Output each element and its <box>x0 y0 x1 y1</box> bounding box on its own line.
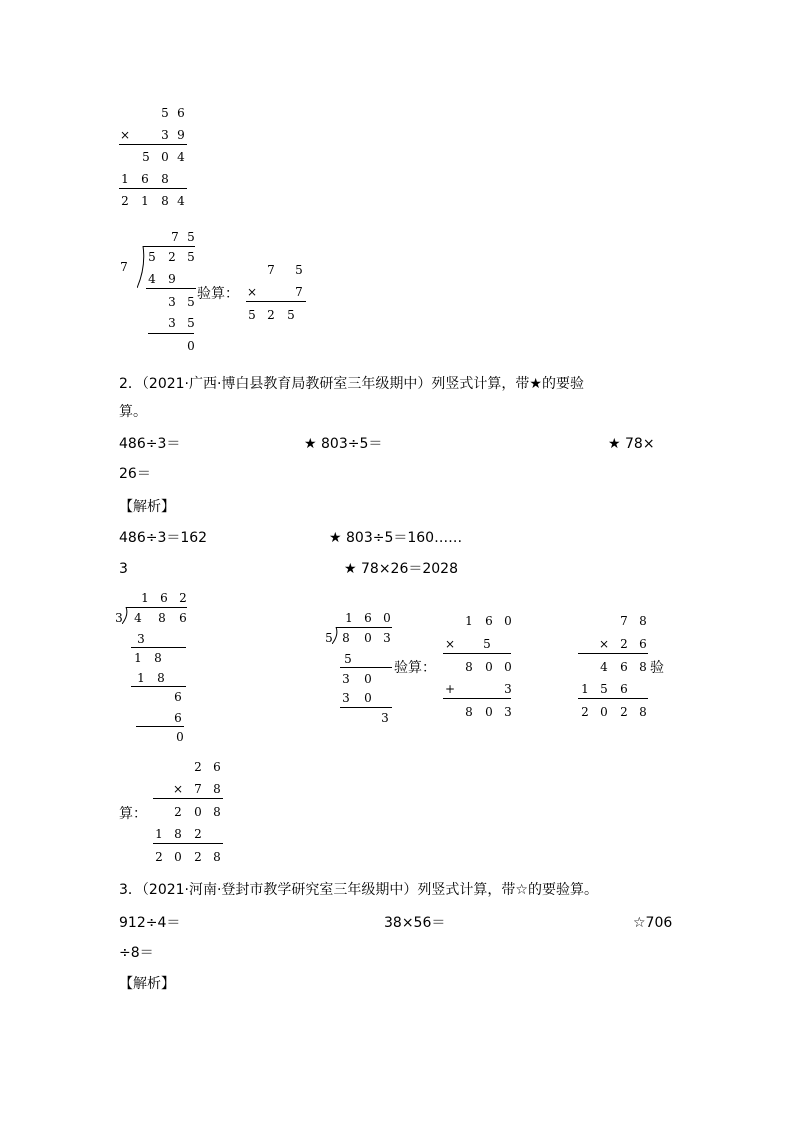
question-2-title-continued: 算。 <box>119 404 147 420</box>
digit: 0 <box>504 660 512 674</box>
digit: 2 <box>121 194 129 208</box>
digit: 3 <box>342 672 350 686</box>
digit: 5 <box>248 308 256 322</box>
digit: 6 <box>639 637 647 651</box>
digit: 9 <box>168 272 176 286</box>
check-label: 验算： <box>197 286 239 302</box>
question-3-title: 3．（2021·河南·登封市教学研究室三年级期中）列竖式计算，带☆的要验算。 <box>119 882 598 898</box>
digit: 0 <box>194 805 202 819</box>
digit: 8 <box>161 172 169 186</box>
digit: 2 <box>174 805 182 819</box>
dividend-digit: 0 <box>364 631 372 645</box>
digit: 3 <box>137 632 145 646</box>
rule-line <box>578 653 648 654</box>
answer-label: 【解析】 <box>119 499 175 515</box>
problem-78-times: ★ 78× <box>608 436 655 452</box>
dividend-digit: 5 <box>187 250 195 264</box>
digit: 1 <box>121 172 129 186</box>
rule-line <box>131 686 186 687</box>
plus-sign: + <box>444 682 456 696</box>
digit: 0 <box>187 339 195 353</box>
digit: 3 <box>381 711 389 725</box>
digit: 5 <box>600 682 608 696</box>
digit: 4 <box>177 194 185 208</box>
digit: 8 <box>213 782 221 796</box>
times-sign: × <box>444 637 456 651</box>
digit: 0 <box>161 150 169 164</box>
digit: 6 <box>141 172 149 186</box>
problem-38-times-56: 38×56＝ <box>384 915 446 931</box>
quotient-digit: 0 <box>383 611 391 625</box>
digit: 3 <box>168 295 176 309</box>
times-sign: × <box>119 128 131 142</box>
digit: 0 <box>364 672 372 686</box>
rule-line <box>443 653 511 654</box>
divisor: 7 <box>120 260 128 274</box>
rule-line <box>148 333 194 334</box>
digit: 0 <box>174 850 182 864</box>
digit: 5 <box>287 308 295 322</box>
digit: 9 <box>177 128 185 142</box>
digit: 6 <box>174 711 182 725</box>
rule-line <box>246 301 306 302</box>
problem-912-div-4: 912÷4＝ <box>119 915 181 931</box>
digit: 2 <box>155 850 163 864</box>
problem-continued: ÷8＝ <box>119 945 154 961</box>
answer-label: 【解析】 <box>119 976 175 992</box>
digit: 2 <box>620 705 628 719</box>
digit: 2 <box>194 850 202 864</box>
divisor: 5 <box>325 631 333 645</box>
dividend-digit: 6 <box>179 611 187 625</box>
verify-label-part1: 验 <box>650 660 664 676</box>
digit: 0 <box>485 705 493 719</box>
digit: 8 <box>174 827 182 841</box>
dividend-digit: 3 <box>383 631 391 645</box>
times-sign: × <box>246 285 258 299</box>
digit: 8 <box>465 660 473 674</box>
result-remainder: 3 <box>119 561 128 577</box>
digit: 6 <box>620 660 628 674</box>
dividend-digit: 8 <box>342 631 350 645</box>
digit: 0 <box>485 660 493 674</box>
digit: 5 <box>483 637 491 651</box>
dividend-digit: 4 <box>134 611 142 625</box>
quotient-digit: 5 <box>187 230 195 244</box>
digit: 2 <box>194 760 202 774</box>
verify-label-part2: 算： <box>119 806 147 822</box>
digit: 5 <box>344 652 352 666</box>
division-bar <box>143 246 195 247</box>
dividend-digit: 8 <box>158 611 166 625</box>
digit: 3 <box>504 682 512 696</box>
division-bar <box>126 607 187 608</box>
dividend-digit: 2 <box>168 250 176 264</box>
digit: 8 <box>161 194 169 208</box>
digit: 0 <box>600 705 608 719</box>
digit: 5 <box>161 106 169 120</box>
digit: 8 <box>154 651 162 665</box>
quotient-digit: 7 <box>171 230 179 244</box>
digit: 6 <box>213 760 221 774</box>
digit: 1 <box>155 827 163 841</box>
result-486-div-3: 486÷3＝162 <box>119 530 208 546</box>
check-label: 验算： <box>394 660 436 676</box>
problem-803-div-5: ★ 803÷5＝ <box>304 436 383 452</box>
digit: 1 <box>137 671 145 685</box>
times-sign: × <box>172 782 184 796</box>
digit: 8 <box>639 660 647 674</box>
digit: 6 <box>620 682 628 696</box>
dividend-digit: 5 <box>148 250 156 264</box>
quotient-digit: 2 <box>179 591 187 605</box>
rule-line <box>578 698 648 699</box>
quotient-digit: 1 <box>141 591 149 605</box>
digit: 2 <box>581 705 589 719</box>
rule-line <box>131 647 186 648</box>
digit: 3 <box>168 316 176 330</box>
result-78-times-26: ★ 78×26＝2028 <box>344 561 458 577</box>
digit: 7 <box>295 285 303 299</box>
digit: 0 <box>504 614 512 628</box>
digit: 3 <box>342 691 350 705</box>
quotient-digit: 6 <box>160 591 168 605</box>
rule-line <box>443 698 511 699</box>
digit: 8 <box>213 805 221 819</box>
digit: 8 <box>639 614 647 628</box>
quotient-digit: 6 <box>364 611 372 625</box>
quotient-digit: 1 <box>345 611 353 625</box>
digit: 4 <box>148 272 156 286</box>
digit: 7 <box>194 782 202 796</box>
digit: 4 <box>177 150 185 164</box>
rule-line <box>146 288 196 289</box>
digit: 1 <box>465 614 473 628</box>
digit: 3 <box>161 128 169 142</box>
digit: 7 <box>267 263 275 277</box>
digit: 5 <box>295 263 303 277</box>
digit: 2 <box>194 827 202 841</box>
digit: 1 <box>134 651 142 665</box>
digit: 0 <box>176 730 184 744</box>
digit: 5 <box>187 295 195 309</box>
digit: 6 <box>174 690 182 704</box>
digit: 1 <box>581 682 589 696</box>
digit: 7 <box>620 614 628 628</box>
division-bar <box>336 627 392 628</box>
digit: 8 <box>639 705 647 719</box>
digit: 8 <box>465 705 473 719</box>
question-2-title: 2．（2021·广西·博白县教育局教研室三年级期中）列竖式计算，带★的要验 <box>119 376 584 392</box>
digit: 6 <box>177 106 185 120</box>
divisor: 3 <box>115 611 123 625</box>
rule-line <box>340 707 392 708</box>
digit: 0 <box>364 691 372 705</box>
rule-line <box>119 144 187 145</box>
digit: 1 <box>141 194 149 208</box>
rule-line <box>136 726 184 727</box>
digit: 5 <box>142 150 150 164</box>
digit: 5 <box>187 316 195 330</box>
rule-line <box>340 667 392 668</box>
rule-line <box>153 798 223 799</box>
problem-486-div-3: 486÷3＝ <box>119 436 181 452</box>
problem-706: ☆706 <box>633 915 673 931</box>
result-803-div-5: ★ 803÷5＝160…… <box>329 530 463 546</box>
digit: 3 <box>504 705 512 719</box>
digit: 6 <box>485 614 493 628</box>
times-sign: × <box>598 637 610 651</box>
digit: 2 <box>620 637 628 651</box>
rule-line <box>119 188 187 189</box>
digit: 2 <box>267 308 275 322</box>
problem-continued: 26＝ <box>119 466 151 482</box>
digit: 8 <box>213 850 221 864</box>
digit: 8 <box>157 671 165 685</box>
digit: 4 <box>600 660 608 674</box>
rule-line <box>153 843 223 844</box>
